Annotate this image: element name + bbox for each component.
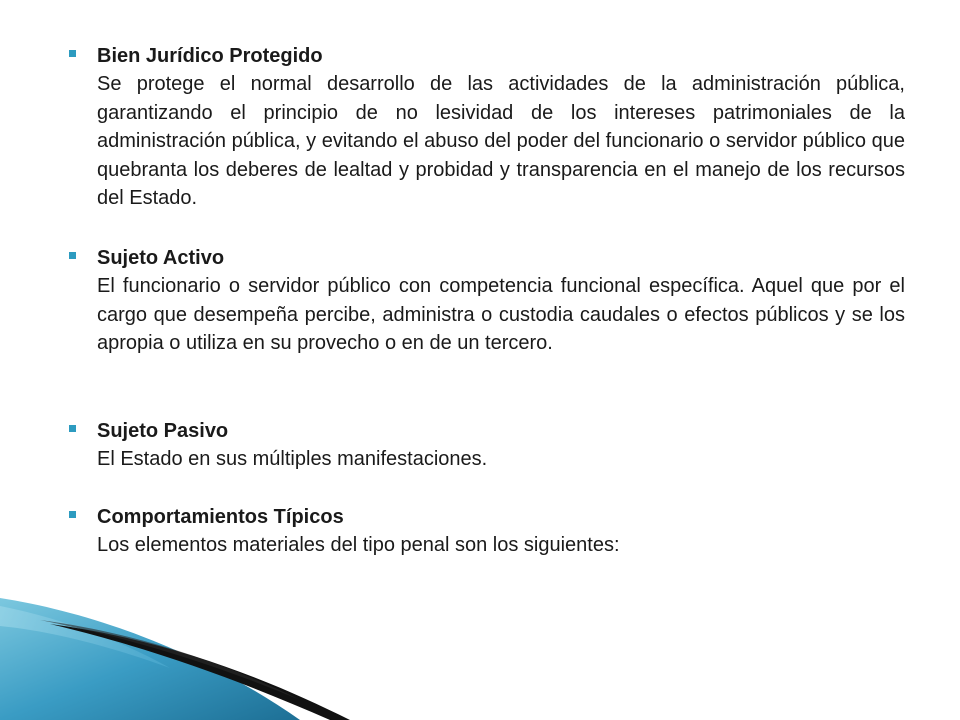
- section-comportamientos: [97, 503, 905, 560]
- section-body: El Estado en sus múltiples manifestaciones.: [97, 448, 488, 470]
- section-body: Se protege el normal desarrollo de las actividades de la administración pública, garantizando el principio de no lesividad de los intereses patrimoniales de la administración pública, y evitando el abuso del poder del funcionario o servidor público que quebranta los deberes de lealtad y probidad y transparencia en el manejo de los recursos del Estado.: [97, 73, 905, 209]
- section-sujeto-pasivo: [97, 417, 905, 474]
- square-bullet-icon: [69, 511, 76, 518]
- section-sujeto-activo: [97, 244, 905, 358]
- section-body: El funcionario o servidor público con competencia funcional específica. Aquel que por el cargo que desempeña percibe, administra o custodia caudales o efectos públicos y se los apropia o utiliza en su provecho o en de un tercero.: [97, 275, 905, 354]
- square-bullet-icon: [69, 252, 76, 259]
- section-heading: Bien Jurídico Protegido: [97, 45, 323, 67]
- square-bullet-icon: [69, 425, 76, 432]
- section-heading: Comportamientos Típicos: [97, 506, 344, 528]
- square-bullet-icon: [69, 50, 76, 57]
- section-body: Los elementos materiales del tipo penal son los siguientes:: [97, 534, 620, 556]
- section-bien-juridico: [97, 42, 905, 213]
- section-heading: Sujeto Activo: [97, 247, 225, 269]
- section-heading: Sujeto Pasivo: [97, 420, 229, 442]
